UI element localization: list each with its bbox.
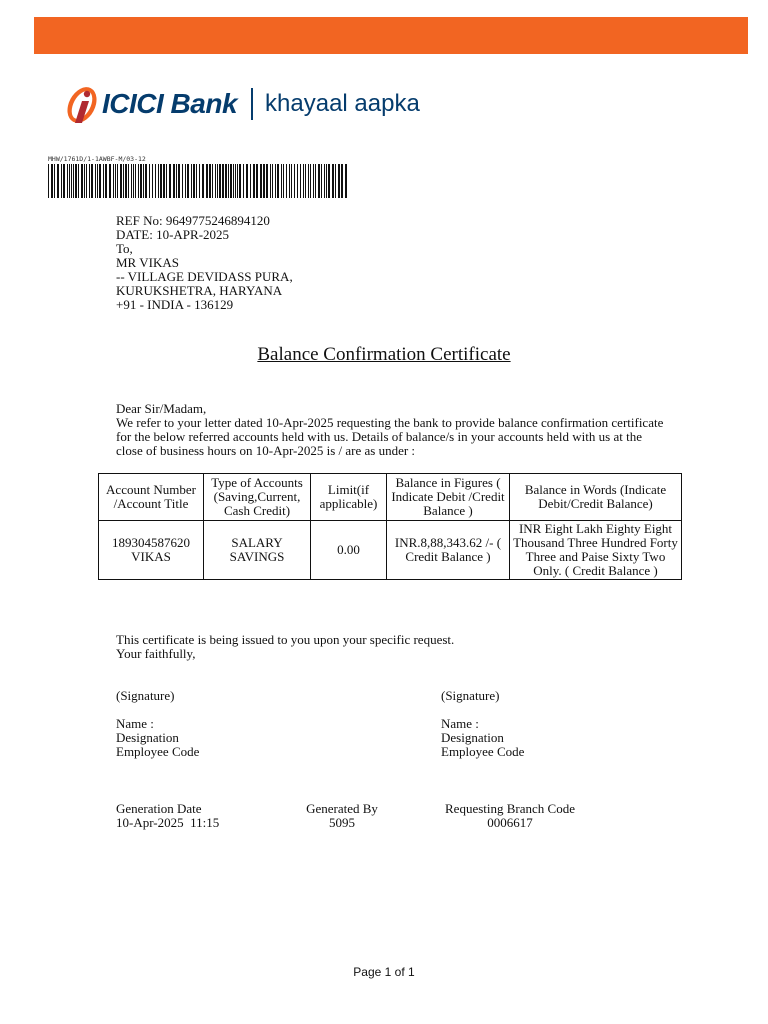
header-balance-figures: Balance in Figures ( Indicate Debit /Credit Balance ) (387, 474, 510, 521)
header-account-type: Type of Accounts (Saving,Current, Cash Credit) (204, 474, 311, 521)
closing-line: This certificate is being issued to you upon your specific request. (116, 632, 455, 647)
signatory-employee-code-label: Employee Code (116, 744, 200, 759)
page-number: Page 1 of 1 (353, 965, 415, 979)
table-row (99, 521, 682, 580)
table-header-row (99, 474, 682, 521)
ref-number: REF No: 9649775246894120 (116, 213, 270, 228)
header-account-number: Account Number /Account Title (99, 474, 204, 521)
signatory-name-label: Name : (441, 716, 479, 731)
accounts-table (98, 473, 682, 580)
signature-placeholder: (Signature) (116, 688, 175, 703)
address-line-3: +91 - INDIA - 136129 (116, 297, 234, 312)
icici-logo-icon (66, 81, 100, 127)
barcode (48, 164, 348, 198)
generation-date-value: 10-Apr-2025 11:15 (116, 815, 220, 830)
signatory-designation-label: Designation (441, 730, 504, 745)
generation-date-block (116, 802, 219, 830)
recipient-name: MR VIKAS (116, 255, 179, 270)
branch-code-block (441, 802, 579, 830)
generation-date-label: Generation Date (116, 801, 202, 816)
salutation: Dear Sir/Madam, (116, 401, 207, 416)
header-balance-words: Balance in Words (Indicate Debit/Credit Balance) (510, 474, 682, 521)
recipient-address-block (116, 214, 293, 312)
generated-by-label: Generated By (306, 801, 378, 816)
valediction: Your faithfully, (116, 646, 196, 661)
closing-block (116, 633, 454, 661)
signatory-name-label: Name : (116, 716, 154, 731)
branch-code-label: Requesting Branch Code (445, 801, 575, 816)
barcode-caption: MHW/1761D/1-1AWBF-M/03-12 (48, 155, 146, 163)
document-title: Balance Confirmation Certificate (257, 344, 511, 365)
letter-date: DATE: 10-APR-2025 (116, 227, 230, 242)
signature-block-right (441, 689, 524, 759)
signature-block-left (116, 689, 199, 759)
bank-logo (66, 80, 420, 128)
logo-tagline: khayaal aapka (265, 90, 420, 117)
header-orange-bar (34, 17, 748, 54)
branch-code-value: 0006617 (487, 815, 533, 830)
generated-by-block (287, 802, 397, 830)
header-limit: Limit(if applicable) (311, 474, 387, 521)
cell-account-type: SALARY SAVINGS (204, 521, 311, 580)
cell-account-number: 189304587620 VIKAS (99, 521, 204, 580)
logo-wordmark: ICICI Bank (102, 88, 238, 119)
address-line-1: -- VILLAGE DEVIDASS PURA, (116, 269, 293, 284)
letter-body (116, 402, 664, 458)
signatory-employee-code-label: Employee Code (441, 744, 525, 759)
to-label: To, (116, 241, 133, 256)
cell-limit: 0.00 (311, 521, 387, 580)
signatory-designation-label: Designation (116, 730, 179, 745)
signature-placeholder: (Signature) (441, 688, 500, 703)
generated-by-value: 5095 (329, 815, 355, 830)
body-paragraph: We refer to your letter dated 10-Apr-2025 requesting the bank to provide balance confirmation certificate for the below referred accounts held with us. Details of balance/s in your accounts held with us at the close of business hours on 10-Apr-2025 is / are as under : (116, 415, 664, 458)
cell-balance-words: INR Eight Lakh Eighty Eight Thousand Three Hundred Forty Three and Paise Sixty Two Only. ( Credit Balance ) (510, 521, 682, 580)
cell-balance-figures: INR.8,88,343.62 /- ( Credit Balance ) (387, 521, 510, 580)
address-line-2: KURUKSHETRA, HARYANA (116, 283, 283, 298)
logo-separator (251, 88, 253, 120)
